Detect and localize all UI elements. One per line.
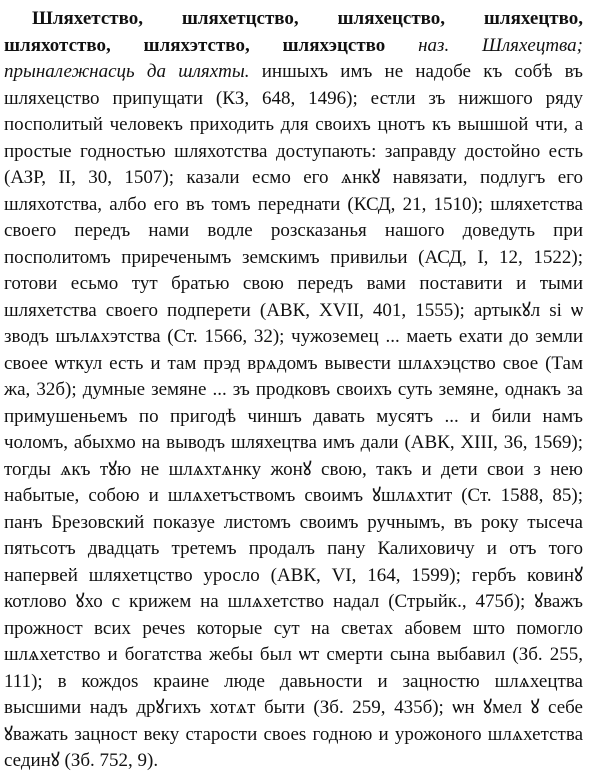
entry-gloss: Шляхецтва; прыналежнасць да шляхты. [4,34,583,82]
entry-body: иншыхъ имъ не надобе къ собѣ въ шляхецство припущати (КЗ, 648, 1496); естли зъ нижшого ряду посполитый человекъ приходить для своихъ цнотъ къ вышшой чти, а простые годностью шляхотства доступають: заправду достойно есть (АЗР, II, 30, 1507); казали есмо его ѧнкꙋ навязати, подлугъ его шляхотства, албо его въ томъ переднати (КСД, 21, 1510); шляхетства своего передъ нами водле розсказанья нашого доведуть при посполитомъ приреченымъ земскимъ привильи (АСД, I, 12, 1522); готови есьмо тут братью свою передъ вами поставити и тыми шляхетства своего подперети (АВК, XVII, 401, 1555); артыкꙋл ѕі ѡ зводъ шълѧхэтства (Ст. 1566, 32); чужоземец ... маеть ехати до земли своее ѡткул есть и там прэд врѧдомъ вывести шлѧхэцство свое (Там жа, 32б); думные земяне ... зъ продковъ своихъ суть земяне, однакъ за примушеньемъ по пригодѣ чиншъ давать мусятъ ... и били намъ чоломъ, абыхмо на выводъ шляхецтва имъ дали (АВК, XIII, 36, 1569); тогды ѧкъ тꙋю не шлѧхтѧнку жонꙋ свою, такъ и дети свои з нею набытые, собою и шлѧхетъствомъ своимъ ꙋшлѧхтит (Ст. 1588, 85); панъ Брезовский показуе листомъ своимъ ручнымъ, въ року тысеча пятьсотъ двадцать третемъ продалъ пану Калиховичу и отъ того напервей шляхетцство уросло (АВК, VI, 164, 1599); гербъ ковинꙋ котлово ꙋхо с крижем на шлѧхетство надал (Стрыйк., 475б); ꙋважъ прожност всих речеѕ которые сут на светах абовем што помогло шлѧхетство и богатства жебы был ѡт смерти сына выбавил (Зб. 255, 111); в кождоѕ краине люде давьности и зацностю шлѧхецтва высшими надъ дрꙋгихъ хотѧт быти (Зб. 259, 435б); ѡн ꙋмел ꙋ себе ꙋважать зацност веку старости своеѕ годною и урожоного шлѧхетства сединꙋ (Зб. 752, 9). [4,61,583,771]
dictionary-entry [4,6,583,775]
entry-headword: Шляхетство, шляхетцство, шляхецство, шляхецтво, шляхотство, шляхэтство, шляхэцство [4,8,583,56]
entry-part-of-speech: наз. [385,34,483,56]
